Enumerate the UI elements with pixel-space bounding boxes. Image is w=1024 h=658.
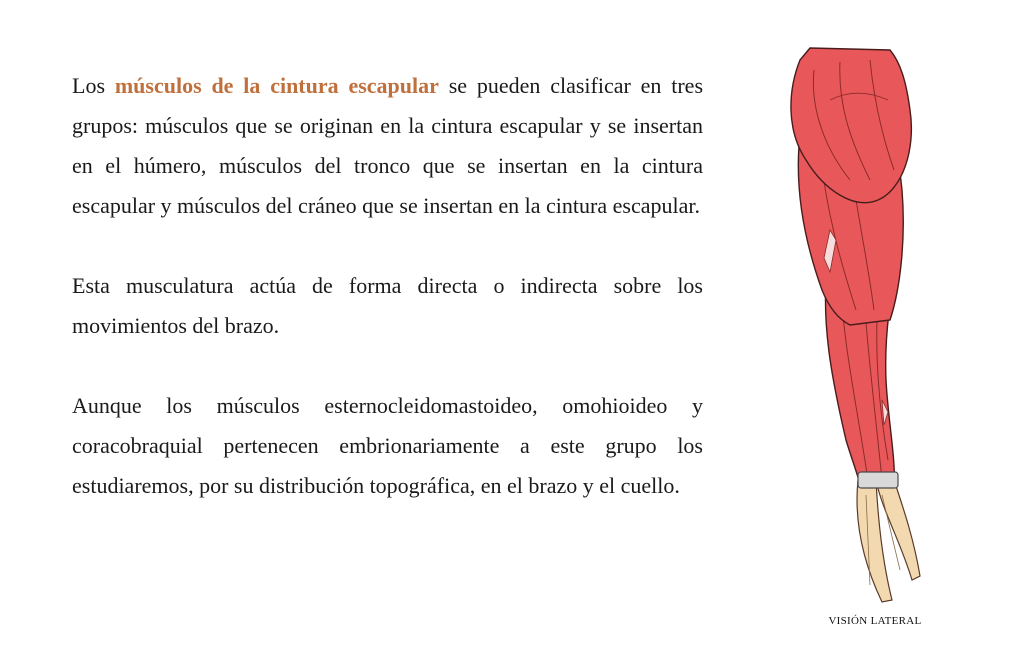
intro-rest: se pueden clasificar en tres grupos: músculos que se originan en la cintura escapular y se insertan en el húmero, músculos del tronco que se insertan en la cintura escapular y músculos del cráneo que se insertan en la cintura escapular. (72, 73, 704, 218)
arm-muscle-illustration (770, 40, 950, 605)
intro-lead: Los (72, 73, 115, 98)
paragraph-exceptions: Aunque los músculos esternocleidomastoideo, omohioideo y coracobraquial pertenecen embrionariamente a este grupo los estudiaremos, por su distribución topográfica, en el brazo y el cuello. (72, 393, 703, 498)
paragraph-musculature: Esta musculatura actúa de forma directa o indirecta sobre los movimientos del brazo. (72, 273, 703, 338)
text-column (72, 66, 703, 506)
figure-caption: VISIÓN LATERAL (828, 615, 922, 627)
highlight-term: músculos de la cintura escapular (114, 73, 439, 98)
hand-tendons (857, 480, 920, 602)
intro-paragraph (72, 66, 703, 226)
wrist-retinaculum (858, 472, 898, 488)
arm-muscle-drawing (770, 40, 950, 605)
